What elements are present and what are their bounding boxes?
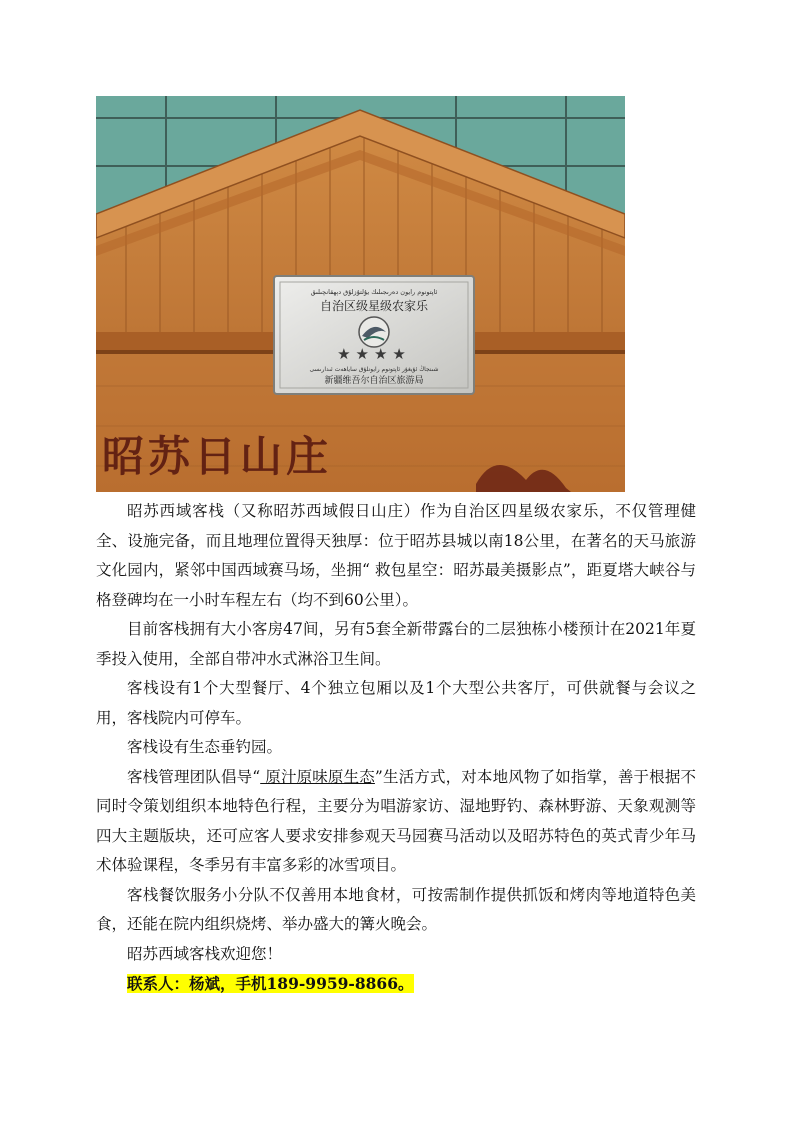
contact-paragraph (96, 969, 696, 1000)
management-paragraph (96, 763, 696, 881)
star-rating-plaque (274, 276, 474, 394)
intro-paragraph: 昭苏西域客栈（又称昭苏西域假日山庄）作为自治区四星级农家乐，不仅管理健全、设施完备，而且地理位置得天独厚：位于昭苏县城以南18公里，在著名的天马旅游文化园内，紧邻中国西域赛马场，坐拥“ 救包星空：昭苏最美摄影点”，距夏塔大峡谷与格登碑均在一小时车程左右（均不到60公里）。 (96, 502, 696, 609)
welcome-paragraph: 昭苏西域客栈欢迎您！ (127, 944, 283, 963)
plaque-uyghur-top: ئاپتونوم رايون دەرىجىلىك يۇلتۇزلۇق دېھقانچىلىق (310, 288, 438, 296)
rooms-paragraph: 目前客栈拥有大小客房47间，另有5套全新带露台的二层独栋小楼预计在2021年夏季投入使用，全部自带冲水式淋浴卫生间。 (96, 620, 696, 668)
dining-halls-paragraph: 客栈设有1个大型餐厅、4个独立包厢以及1个大型公共客厅，可供就餐与会议之用，客栈院内可停车。 (96, 679, 696, 727)
photo-illustration (96, 96, 625, 492)
plaque-stars: ★★★★ (337, 345, 411, 363)
plaque-emblem-icon (359, 317, 389, 347)
fishing-paragraph: 客栈设有生态垂钓园。 (127, 738, 283, 756)
calligraphy-sign: 昭苏日山庄 (102, 432, 333, 481)
guesthouse-photo (96, 96, 625, 492)
lifestyle-slogan: 原汁原味原生态 (260, 767, 375, 786)
management-rest: ”生活方式，对本地风物了如指掌，善于根据不同时令策划组织本地特色行程，主要分为唱游家访、湿地野钓、森林野游、天象观测等四大主题版块，还可应客人要求安排参观天马园赛马活动以及昭苏特色的英式青少年马术体验课程，冬季另有丰富多彩的冰雪项目。 (96, 767, 696, 874)
management-lead: 客栈管理团队倡导“ (127, 767, 261, 786)
plaque-title: 自治区级星级农家乐 (319, 299, 429, 313)
contact-highlight: 联系人：杨斌，手机189-9959-8866。 (127, 974, 414, 993)
article-body (96, 497, 696, 1000)
catering-paragraph: 客栈餐饮服务小分队不仅善用本地食材，可按需制作提供抓饭和烤肉等地道特色美食，还能在院内组织烧烤、举办盛大的篝火晚会。 (96, 885, 696, 933)
plaque-issuer: 新疆维吾尔自治区旅游局 (324, 376, 424, 386)
plaque-uyghur-bottom: شىنجاڭ ئۇيغۇر ئاپتونوم رايونلۇق ساياھەت ئىدارىسى (309, 366, 439, 373)
